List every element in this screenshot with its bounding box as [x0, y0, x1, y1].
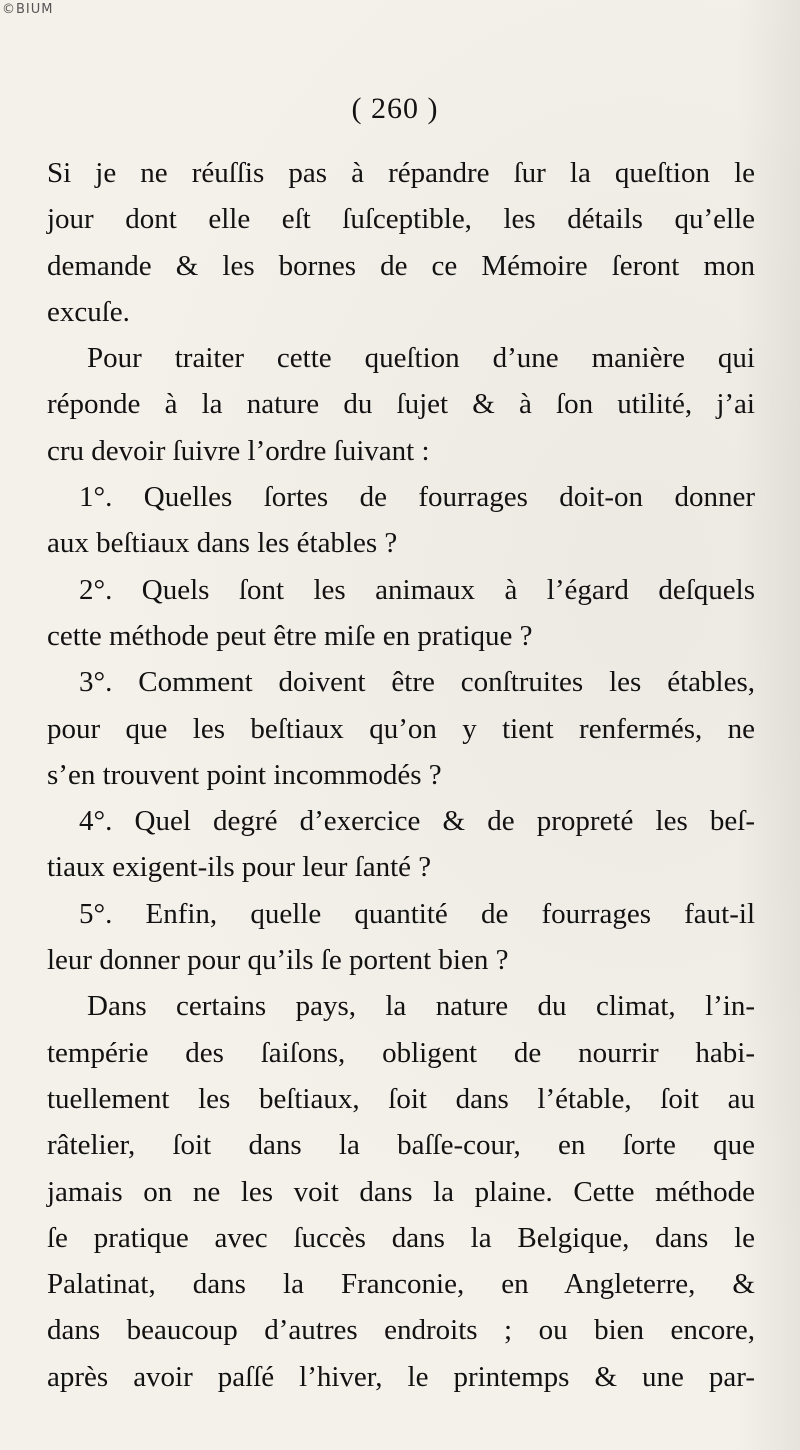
text-line: Si je ne réuſſis pas à répandre ſur la queſtion le: [47, 157, 755, 189]
text-line: cette méthode peut être miſe en pratique ?: [47, 619, 533, 652]
text-line: tuellement les beſtiaux, ſoit dans l’étable, ſoit au: [47, 1082, 755, 1115]
text-line: demande & les bornes de ce Mémoire ſeront mon: [47, 249, 755, 282]
text-line: tempérie des ſaiſons, obligent de nourrir habi-: [47, 1036, 755, 1069]
text-line: ſe pratique avec ſuccès dans la Belgique, dans le: [47, 1221, 755, 1254]
text-line: jour dont elle eſt ſuſceptible, les détails qu’elle: [47, 203, 755, 236]
text-line: 5°. Enfin, quelle quantité de fourrages faut-il: [79, 897, 755, 930]
text-line: 1°. Quelles ſortes de fourrages doit-on donner: [79, 481, 755, 514]
library-watermark: ©BIUM: [2, 2, 54, 17]
text-line: cru devoir ſuivre l’ordre ſuivant :: [47, 434, 430, 467]
text-line: après avoir paſſé l’hiver, le printemps & une par-: [47, 1360, 755, 1393]
text-line: s’en trouvent point incommodés ?: [47, 758, 442, 791]
text-line: 4°. Quel degré d’exercice & de propreté les beſ-: [79, 805, 755, 838]
text-line: tiaux exigent-ils pour leur ſanté ?: [47, 851, 432, 884]
text-line: Pour traiter cette queſtion d’une manière qui: [87, 342, 755, 375]
text-line: pour que les beſtiaux qu’on y tient renfermés, ne: [47, 712, 755, 745]
text-line: 3°. Comment doivent être conſtruites les étables,: [79, 666, 755, 699]
text-line: réponde à la nature du ſujet & à ſon utilité, j’ai: [47, 388, 755, 421]
text-line: râtelier, ſoit dans la baſſe-cour, en ſorte que: [47, 1129, 755, 1162]
body-text: [47, 150, 755, 1400]
text-line: 2°. Quels ſont les animaux à l’égard deſquels: [79, 573, 755, 606]
text-line: jamais on ne les voit dans la plaine. Cette méthode: [47, 1175, 755, 1208]
text-line: aux beſtiaux dans les étables ?: [47, 527, 398, 560]
text-line: excuſe.: [47, 295, 130, 328]
page-number: ( 260 ): [351, 92, 439, 125]
text-line: leur donner pour qu’ils ſe portent bien ?: [47, 944, 509, 977]
text-line: Dans certains pays, la nature du climat, l’in-: [87, 990, 755, 1023]
text-line: dans beaucoup d’autres endroits ; ou bien encore,: [47, 1314, 755, 1347]
text-line: Palatinat, dans la Franconie, en Angleterre, &: [47, 1268, 755, 1301]
